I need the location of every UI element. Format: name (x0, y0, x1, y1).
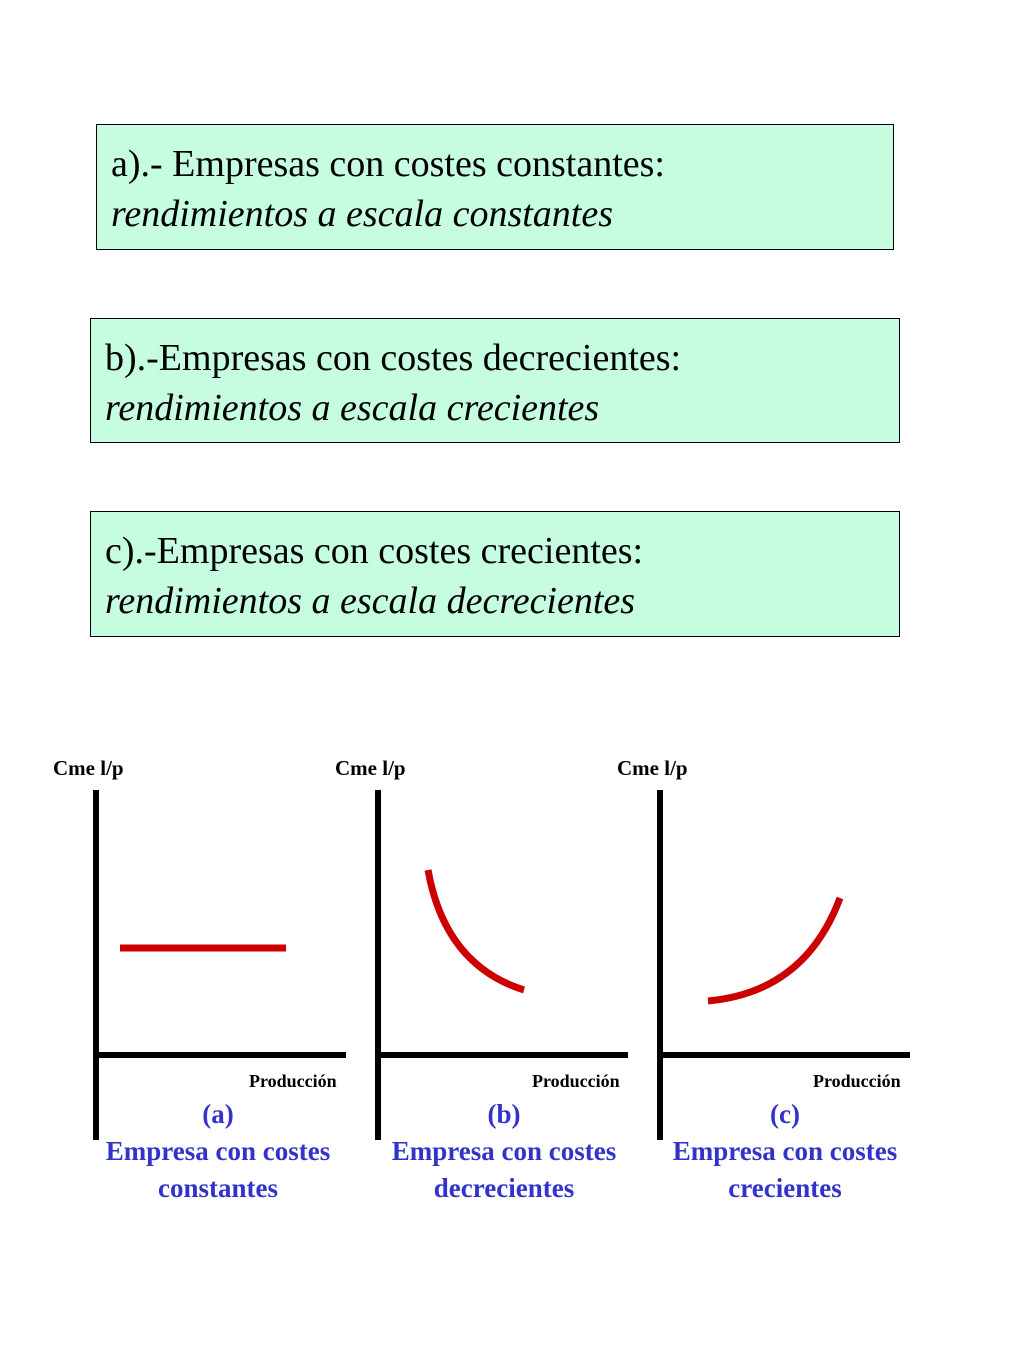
box-b-subtitle: rendimientos a escala crecientes (105, 387, 600, 429)
graph-c-caption-line2: crecientes (728, 1173, 842, 1203)
graph-a-caption-line1: Empresa con costes (105, 1136, 331, 1166)
box-c-subtitle: rendimientos a escala decrecientes (105, 580, 636, 622)
graph-c-y-label: Cme l/p (617, 756, 688, 780)
graph-b-id: (b) (487, 1099, 521, 1129)
graph-b-caption-line2: decrecientes (433, 1173, 575, 1203)
graph-c-caption (635, 1096, 935, 1207)
graph-a-caption (68, 1096, 368, 1207)
box-a-title: a).- Empresas con costes constantes: (111, 143, 665, 185)
graph-c-cost-curve (708, 898, 840, 1001)
graph-c-id: (c) (770, 1099, 800, 1129)
box-c-title: c).-Empresas con costes crecientes: (105, 530, 644, 572)
box-b-title: b).-Empresas con costes decrecientes: (105, 337, 682, 379)
graph-b-cost-curve (428, 870, 524, 990)
graph-a-caption-line2: constantes (158, 1173, 278, 1203)
graph-c-caption-line1: Empresa con costes (672, 1136, 898, 1166)
graph-a-y-label: Cme l/p (53, 756, 124, 780)
graph-b-y-label: Cme l/p (335, 756, 406, 780)
graph-c-x-label: Producción (813, 1071, 901, 1091)
graph-a-x-label: Producción (249, 1071, 337, 1091)
graph-b-caption-line1: Empresa con costes (391, 1136, 617, 1166)
graph-b-x-label: Producción (532, 1071, 620, 1091)
graph-b-caption (354, 1096, 654, 1207)
box-a-subtitle: rendimientos a escala constantes (111, 193, 614, 235)
graph-a-id: (a) (202, 1099, 234, 1129)
